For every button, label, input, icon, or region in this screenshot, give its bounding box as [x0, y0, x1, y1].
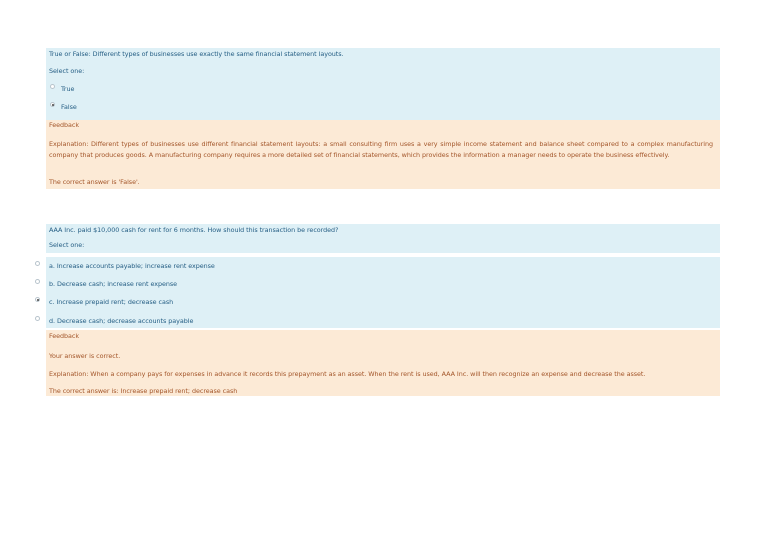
- question-2-text: AAA Inc. paid $10,000 cash for rent for 6 months. How should this transaction be recorded?: [49, 226, 339, 234]
- radio-button[interactable]: [50, 84, 55, 89]
- feedback-correct-answer: The correct answer is: Increase prepaid rent; decrease cash: [49, 387, 238, 395]
- feedback-result: Your answer is correct.: [49, 352, 121, 360]
- question-2-options-panel: [46, 257, 720, 328]
- radio-button[interactable]: [35, 279, 40, 284]
- question-1-panel: [46, 48, 720, 120]
- radio-button-selected[interactable]: [35, 297, 40, 302]
- option-label: True: [61, 85, 75, 93]
- option-label: False: [61, 103, 77, 111]
- question-2-select-label: Select one:: [49, 241, 85, 249]
- question-2-panel: [46, 224, 720, 253]
- feedback-correct-answer: The correct answer is 'False'.: [49, 178, 140, 186]
- question-1-select-label: Select one:: [49, 67, 85, 75]
- feedback-heading: Feedback: [49, 121, 80, 129]
- question-1-text: True or False: Different types of businesses use exactly the same financial statement layouts.: [49, 50, 344, 58]
- option-label: b. Decrease cash; increase rent expense: [49, 280, 178, 288]
- radio-button[interactable]: [35, 261, 40, 266]
- feedback-explanation: Explanation: When a company pays for expenses in advance it records this prepayment as an asset. When the rent is used, AAA Inc. will then recognize an expense and decrease the asset.: [49, 370, 646, 378]
- option-label: d. Decrease cash; decrease accounts payable: [49, 317, 194, 325]
- radio-button-selected[interactable]: [50, 102, 55, 107]
- question-2-feedback-panel: [46, 330, 720, 396]
- question-1-feedback-panel: [46, 120, 720, 189]
- radio-button[interactable]: [35, 316, 40, 321]
- option-label: c. Increase prepaid rent; decrease cash: [49, 298, 174, 306]
- feedback-explanation: Explanation: Different types of businesses use different financial statement layouts: a small consulting firm uses a very simple income statement and balance sheet compared to a complex manufacturing company that produces goods. A manufacturing company requires a more detailed set of financial statements, which provides the information a manager needs to operate the business effectively.: [49, 140, 713, 159]
- feedback-heading: Feedback: [49, 332, 80, 340]
- option-label: a. Increase accounts payable; increase rent expense: [49, 262, 215, 270]
